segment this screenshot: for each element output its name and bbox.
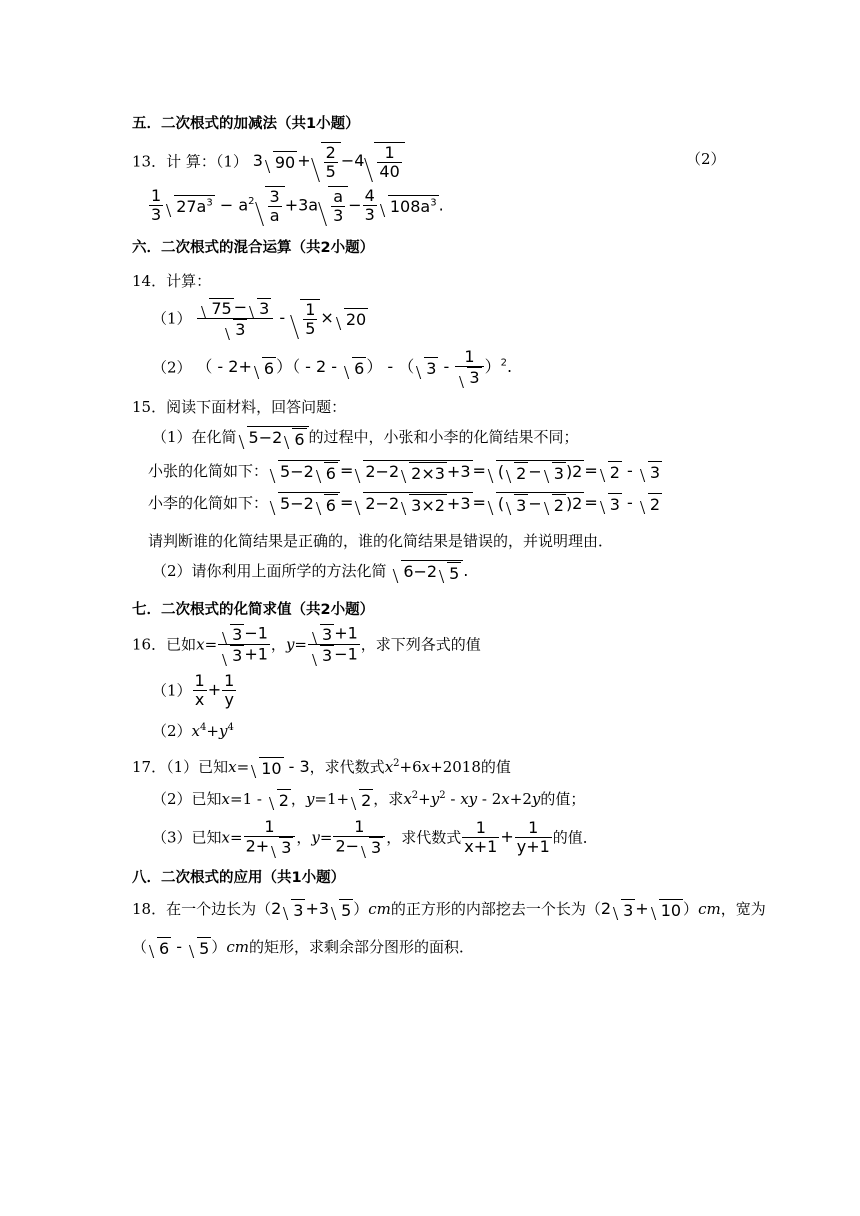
q17-p2-text-c: 的值； [540,790,586,808]
q14-p2-label: （2） [152,358,192,377]
q13-expr1: 3 90 + $\frac{2}{5}$ −4 $\frac{1}{40}$ [253,151,405,170]
question-17-part1: 17．（1）已知x= 10 - 3，求代数式$x^2+6x+2018$的值 [132,757,511,778]
q17-p2-text-b: ，求 [373,790,404,808]
q18-unit-3: cm [226,938,249,956]
q15-zhang: 小张的化简如下： 5−2 6 = 2−2 2×3 +3 = ( 2 − 3 )2 = 2 - 3 [148,461,661,483]
q16-p1-label: （1） [152,681,192,700]
q18-unit-1: cm [368,900,391,918]
section-6-heading: 六．二次根式的混合运算（共2小题） [132,240,375,256]
q17-p1-text-c: 的值 [480,758,511,776]
section-7-heading: 七．二次根式的化简求值（共2小题） [132,602,375,618]
question-14-lead: 14．计算： [132,272,212,290]
q15-p1-text-b: 的过程中，小张和小李的化简结果不同； [308,428,579,446]
question-13-line1 [132,142,405,182]
q14-part1: （1） $\frac{75 - 3}{3}$ - $\frac{1}{5}$ × 20 [152,297,367,340]
q13-part2-label: （2） [686,150,726,168]
q16-tail: ，求下列各式的值 [360,635,481,654]
q16-part1: （1） $\frac{1}{x}$ + $\frac{1}{y}$ [152,671,235,710]
q18-text-e: ，宽为 [720,900,766,918]
q15-part1: （1）在化简 5−2 6 的过程中，小张和小李的化简结果不同； [152,428,579,449]
question-15-lead: 15．阅读下面材料，回答问题： [132,398,347,416]
q18-text-d: ） [683,900,699,918]
section-8-heading: 八．二次根式的应用（共1小题） [132,870,346,886]
section-5-heading: 五．二次根式的加减法（共1小题） [132,116,360,132]
q15-li-label: 小李的化简如下： [148,494,269,512]
q17-p3-text-c: 的值． [552,828,598,847]
q17-p1-text-a: 17．（1）已知 [132,758,229,776]
q16-lead: 16．已如 [132,635,197,654]
q15-part2: （2）请你利用上面所学的方法化简 6−2 5 . [152,561,469,583]
q15-zhang-label: 小张的化简如下： [148,462,269,480]
q18-text-a: 18．在一个边长为（ [132,900,272,918]
q17-p1-text-b: ，求代数式 [309,758,385,776]
q14-part2: （2） （ - 2+ 6 ）（ - 2 - 6 ） - （ 3 - $\frac{1}{3}$ ）$^2$. [152,347,513,388]
question-18-line2: （ 6 - 5 ）cm的矩形，求剩余部分图形的面积． [132,937,474,958]
q17-p3-text-b: ，求代数式 [386,828,462,847]
q13-expr2: $\frac{1}{3}$ $27a^3 - a^2$ $\frac{3}{a}$ +3a $\frac{a}{3}$ − $\frac{4}{3}$ $108a^3$ . [151,186,444,226]
q18-unit-2: cm [698,900,721,918]
question-17-part2: （2）已知x=1 - 2 ，y=1+ 2 ，求$x^2+y^2$ - xy - 2x+2y的值； [152,790,586,810]
q15-judge: 请判断谁的化简结果是正确的，谁的化简结果是错误的，并说明理由． [148,532,614,550]
question-17-part3: （3）已知x= $\frac{1}{2+ 3}$ ，y= $\frac{1}{2- 3}$ ，求代数式 $\frac{1}{x+1}$ + $\frac{1}{y+1}$ 的值． [152,817,598,858]
q16-p2-label: （2） [152,722,192,740]
q15-li: 小李的化简如下： 5−2 6 = 2−2 3×2 +3 = ( 3 − 2 )2 = 3 - 2 [148,493,661,515]
q17-p3-text-a: （3）已知 [152,828,222,847]
q17-p2-text-a: （2）已知 [152,790,222,808]
question-18-line1: 18．在一个边长为（2 3 +3 5 ）cm的正方形的内部挖去一个长为（2 3 + 10 ）cm，宽为 [132,899,766,920]
q15-p1-text-a: （1）在化简 [152,428,237,446]
question-16-line: 16．已如x= $\frac{3 -1}{3 +1}$ ，y= $\frac{3 +1}{3 -1}$ ，求下列各式的值 [132,623,481,666]
q18-text-b: ） [353,900,369,918]
q14-p1-label: （1） [152,309,192,328]
q15-p2-label: （2）请你利用上面所学的方法化简 [152,562,387,580]
q18-text-h: 的矩形，求剩余部分图形的面积． [248,938,474,956]
q16-part2: $(2)x^4+y^4$ [152,722,234,740]
q18-text-c: 的正方形的内部挖去一个长为（ [390,900,601,918]
q18-text-f: （ [132,938,148,956]
q18-text-g: ） [211,938,227,956]
q13-lead: 13．计 算：（1） [132,152,248,171]
